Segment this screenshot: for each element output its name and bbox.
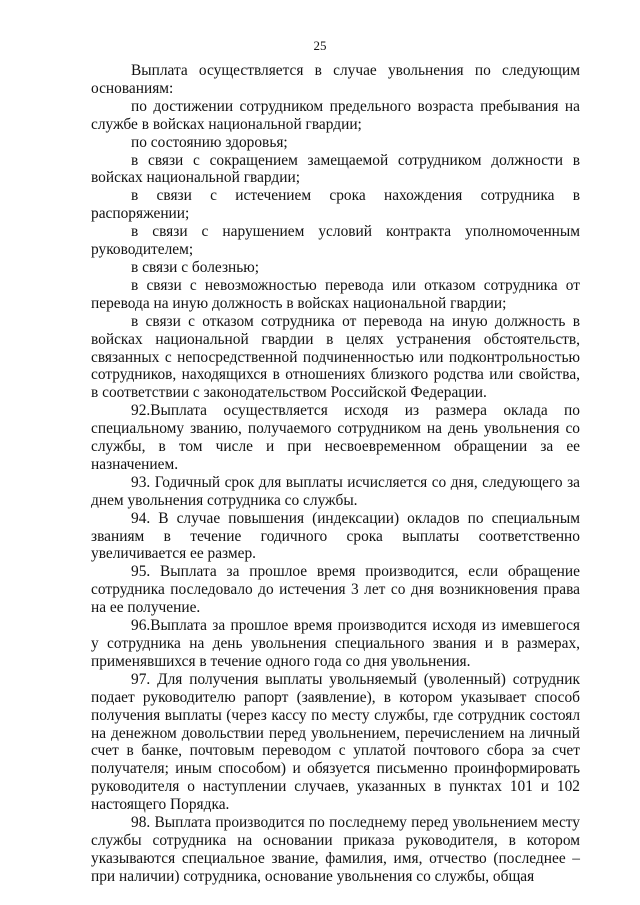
paragraph: в связи с невозможностью перевода или отказом сотрудника от перевода на иную должность в войсках национальной гвардии; (91, 276, 580, 312)
paragraph: в связи с истечением срока нахождения сотрудника в распоряжении; (91, 187, 580, 223)
paragraph: 94. В случае повышения (индексации) окладов по специальным званиям в течение годичного срока выплаты соответственно увеличивается ее размер. (91, 509, 580, 563)
paragraph: 92.Выплата осуществляется исходя из размера оклада по специальному званию, получаемого сотрудником на день увольнения со службы, в том числе и при несвоевременном обращении за ее назначением. (91, 402, 580, 473)
paragraph: по состоянию здоровья; (131, 133, 288, 151)
paragraph: в связи с болезнью; (131, 258, 260, 276)
paragraph: 96.Выплата за прошлое время производится исходя из имевшегося у сотрудника на день увольнения специального звания и в размерах, применявшихся в течение одного года со дня увольнения. (91, 617, 580, 670)
paragraph: в связи с отказом сотрудника от перевода на иную должность в войсках национальной гвардии в целях устранения обстоятельств, связанных с непосредственной подчиненностью или подконтрольностью сотрудников, находящихся в отношениях близкого родства или свойства, в соответствии с законодательством Российской Федерации. (91, 312, 580, 402)
paragraph: 93. Годичный срок для выплаты исчисляется со дня, следующего за днем увольнения сотрудника со службы. (91, 473, 580, 509)
paragraph: 98. Выплата производится по последнему перед увольнением месту службы сотрудника на основании приказа руководителя, в котором указываются специальное звание, фамилия, имя, отчество (последнее – при наличии) сотрудника, основание увольнения со службы, общая (91, 814, 580, 885)
page-number: 25 (313, 38, 327, 53)
paragraph: в связи с нарушением условий контракта уполномоченным руководителем; (91, 223, 580, 259)
paragraph: по достижении сотрудником предельного возраста пребывания на службе в войсках национальной гвардии; (91, 97, 580, 133)
paragraph: Выплата осуществляется в случае увольнения по следующим основаниям: (91, 62, 580, 97)
paragraph: 97. Для получения выплаты увольняемый (уволенный) сотрудник подает руководителю рапорт (заявление), в котором указывает способ получения выплаты (через кассу по месту службы, где сотрудник состоял на денежном довольствии перед увольнением, перечислением на личный счет в банке, почтовым переводом с уплатой почтового сбора за счет получателя; иным способом) и обязуется письменно проинформировать руководителя о наступлении случаев, указанных в пунктах 101 и 102 настоящего Порядка. (91, 670, 580, 814)
paragraph: 95. Выплата за прошлое время производится, если обращение сотрудника последовало до истечения 3 лет со дня возникновения права на ее получение. (91, 563, 580, 617)
document-body (91, 62, 580, 886)
paragraph: в связи с сокращением замещаемой сотрудником должности в войсках национальной гвардии; (91, 151, 580, 187)
